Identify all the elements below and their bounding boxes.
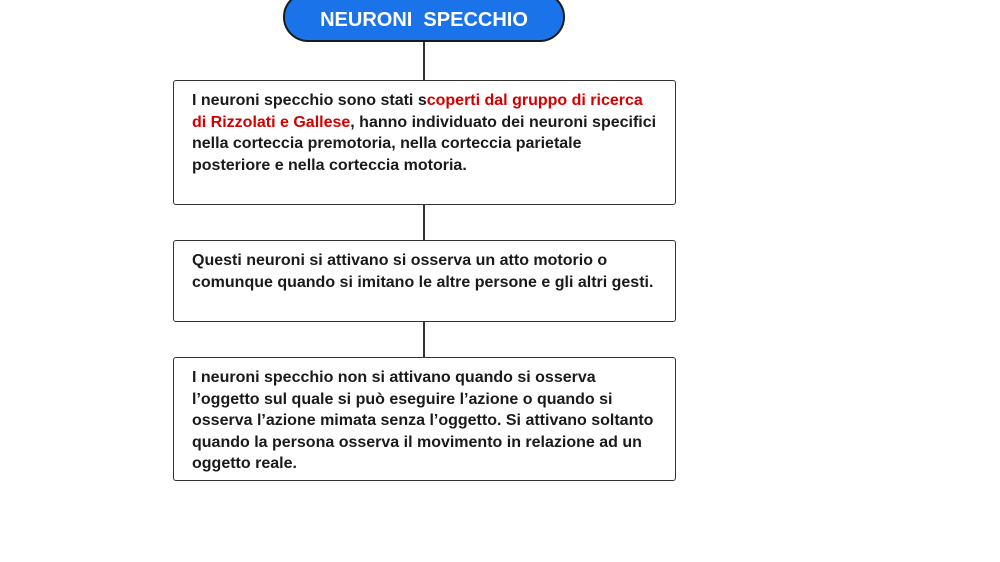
discovery-text-end: , hanno individuato dei neuroni specifici nella corteccia premotoria, nella corteccia parietale posteriore e nella corteccia motoria. [192,113,657,174]
text-box-non-activation[interactable] [173,357,676,481]
text-box-activation[interactable] [173,240,676,322]
title-node[interactable]: NEURONI SPECCHIO [283,0,565,42]
text-box-discovery[interactable] [173,80,676,205]
connector-box2-box3 [423,321,425,357]
discovery-text-highlight: coperti dal gruppo di ricerca di Rizzolati e Gallese [192,92,643,131]
discovery-text-start: I neuroni specchio sono stati s [192,92,427,109]
activation-text: Questi neuroni si attivano si osserva un atto motorio o comunque quando si imitano le altre persone e gli altri gesti. [192,252,654,291]
connector-box1-box2 [423,204,425,240]
connector-title-box1 [423,42,425,80]
non-activation-text: I neuroni specchio non si attivano quando si osserva l’oggetto sul quale si può eseguire l’azione o quando si osserva l’azione mimata senza l’oggetto. Si attivano soltanto quando la persona osserva il movimento in relazione ad un oggetto reale. [192,369,654,472]
